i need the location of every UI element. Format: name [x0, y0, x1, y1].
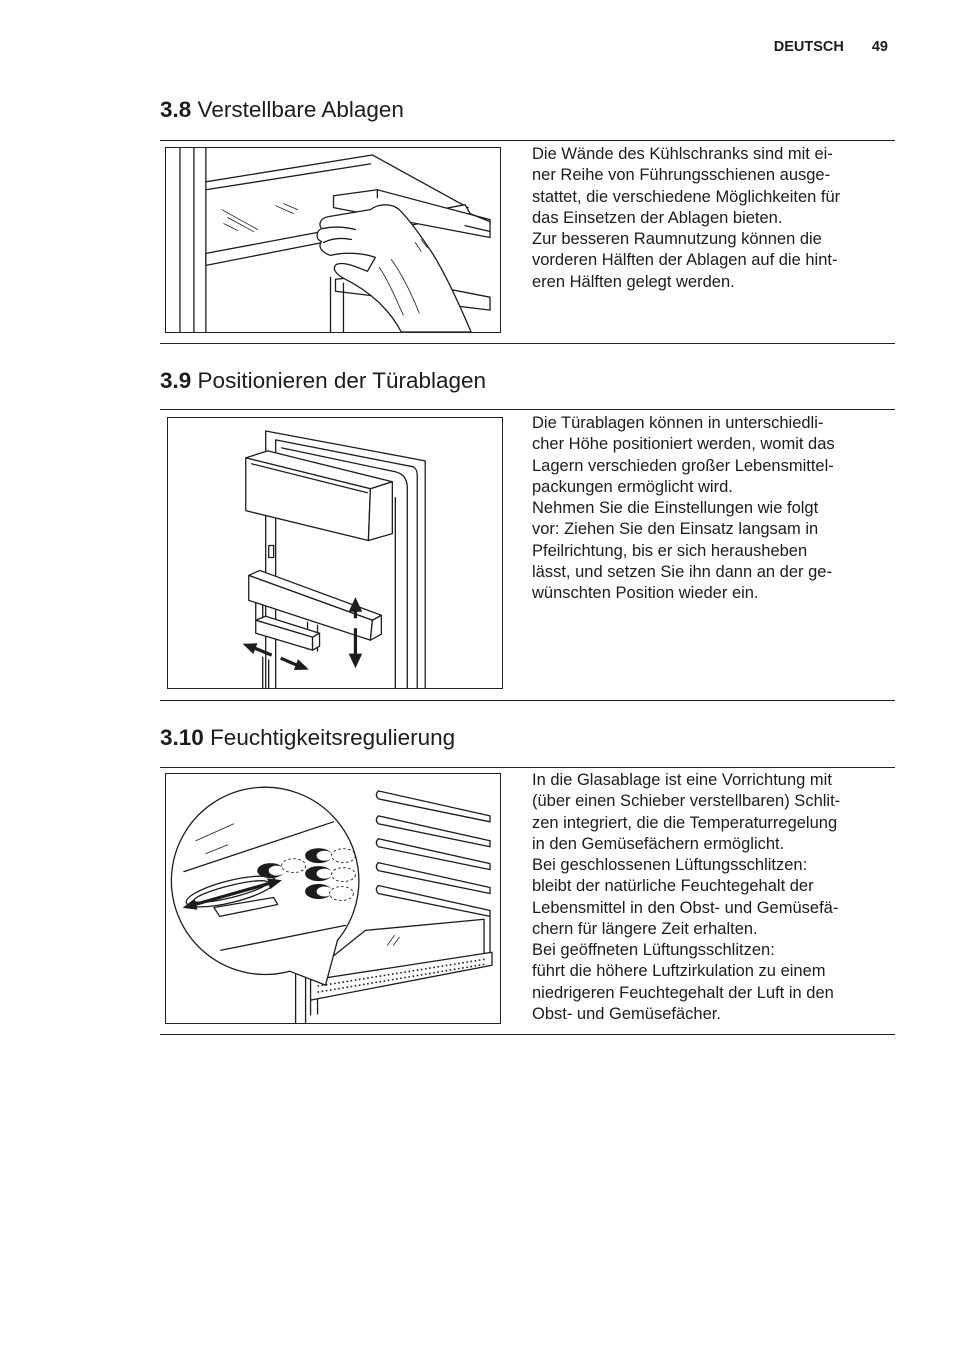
- section-text-3-8: [532, 144, 840, 293]
- section-rule-bottom: [160, 343, 895, 344]
- section-heading-3-10: [160, 724, 455, 752]
- fridge-side-wall: [180, 148, 206, 332]
- illustration-door-shelves: [167, 417, 503, 689]
- body-text-line: stattet, die verschiedene Möglichkeiten für: [532, 187, 841, 206]
- body-text-line: Pfeilrichtung, bis er sich herausheben: [532, 541, 808, 560]
- section-rule-bottom: [160, 1034, 895, 1035]
- shelf-guide-rails: [376, 791, 490, 963]
- body-text-line: führt die höhere Luftzirkulation zu einem: [532, 962, 826, 981]
- crisper-drawer: [311, 952, 492, 1015]
- section-number: 3.10: [160, 725, 204, 750]
- language-label: DEUTSCH: [773, 39, 844, 55]
- body-text-line: das Einsetzen der Ablagen bieten.: [532, 208, 783, 227]
- body-text-line: Die Türablagen können in unterschiedli-: [532, 414, 824, 432]
- section-number: 3.9: [160, 368, 192, 393]
- section-rule-bottom: [160, 700, 895, 701]
- body-text-line: Die Wände des Kühlschranks sind mit ei-: [532, 145, 833, 163]
- door-shelf-drawing: [168, 418, 502, 688]
- body-text-line: Lebensmittel in den Obst- und Gemüsefä-: [532, 898, 839, 917]
- body-text-line: Bei geöffneten Lüftungsschlitzen:: [532, 941, 775, 959]
- section-rule-top: [160, 409, 895, 410]
- section-rule-top: [160, 767, 895, 768]
- body-text-line: chern für längere Zeit erhalten.: [532, 919, 758, 938]
- section-title: Positionieren der Türablagen: [197, 368, 487, 393]
- body-text-line: Bei geschlossenen Lüftungsschlitzen:: [532, 856, 808, 874]
- page-number: 49: [871, 39, 888, 55]
- section-rule-top: [160, 140, 895, 141]
- body-text-line: zen integriert, die die Temperaturregelung: [532, 813, 838, 832]
- section-text-3-10: [532, 770, 840, 1025]
- body-text-line: packungen ermöglicht wird.: [532, 477, 733, 496]
- body-text-line: (über einen Schieber verstellbaren) Schlit-: [532, 792, 841, 811]
- body-text-line: bleibt der natürliche Feuchtegehalt der: [532, 877, 814, 896]
- illustration-humidity-control: [165, 773, 501, 1024]
- page-header: [774, 39, 888, 55]
- section-heading-3-8: [160, 96, 404, 124]
- body-text-line: in den Gemüsefächern ermöglicht.: [532, 834, 785, 853]
- shelf-drawing: [166, 148, 500, 332]
- section-title: Verstellbare Ablagen: [197, 97, 404, 122]
- body-text-line: wünschten Position wieder ein.: [532, 584, 759, 602]
- section-number: 3.8: [160, 97, 192, 122]
- body-text-line: niedrigeren Feuchtegehalt der Luft in den: [532, 983, 834, 1002]
- body-text-line: eren Hälften gelegt werden.: [532, 272, 735, 291]
- body-text-line: lässt, und setzen Sie ihn dann an der ge-: [532, 562, 832, 581]
- body-text-line: ner Reihe von Führungsschienen ausge-: [532, 166, 831, 185]
- upper-door-bin: [246, 451, 393, 541]
- body-text-line: vor: Ziehen Sie den Einsatz langsam in: [532, 520, 819, 539]
- section-title: Feuchtigkeitsregulierung: [210, 725, 456, 750]
- body-text-line: vorderen Hälften der Ablagen auf die hint-: [532, 251, 838, 270]
- humidity-control-drawing: [166, 774, 500, 1023]
- body-text-line: Lagern verschieden großer Lebensmittel-: [532, 456, 834, 475]
- body-text-line: In die Glasablage ist eine Vorrichtung mit: [532, 771, 832, 789]
- body-text-line: cher Höhe positioniert werden, womit das: [532, 435, 835, 454]
- illustration-adjustable-shelves: [165, 147, 501, 333]
- section-heading-3-9: [160, 367, 486, 395]
- body-text-line: Zur besseren Raumnutzung können die: [532, 230, 822, 248]
- body-text-line: Nehmen Sie die Einstellungen wie folgt: [532, 499, 819, 517]
- section-text-3-9: [532, 413, 835, 604]
- fridge-wall-lines: [296, 973, 306, 1023]
- body-text-line: Obst- und Gemüsefächer.: [532, 1004, 721, 1023]
- glass-shelf-plate: [331, 919, 484, 958]
